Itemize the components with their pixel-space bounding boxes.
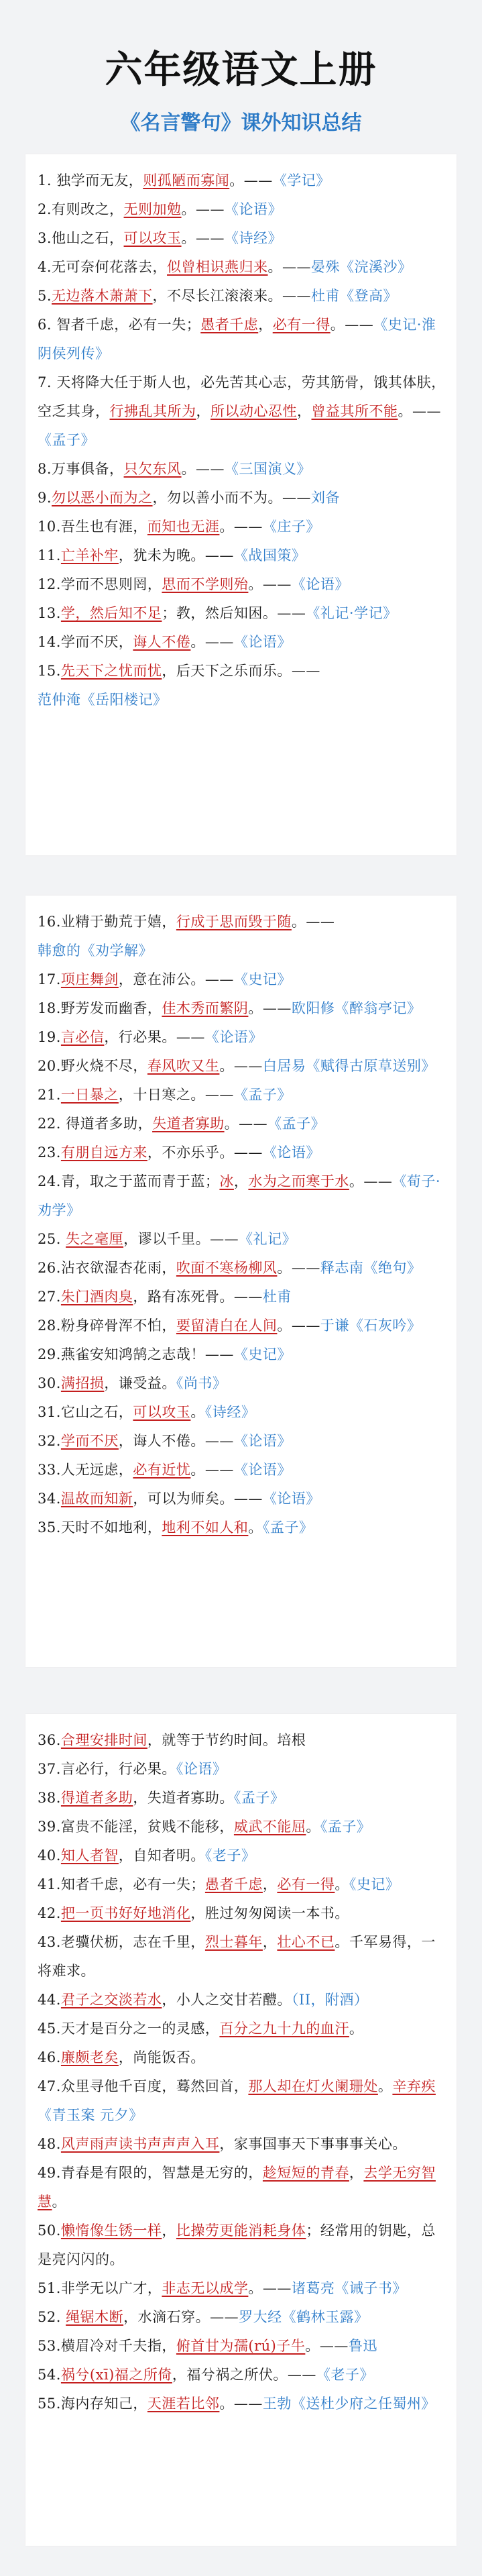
quote-highlight: 必有近忧 (133, 1462, 191, 1478)
quote-text: 。—— (248, 576, 292, 592)
quote-source: 《论语》 (176, 1761, 227, 1777)
quote-item (38, 1311, 447, 1340)
quote-item (38, 570, 447, 599)
quote-text: 16.业精于勤荒于嬉， (38, 914, 176, 930)
quote-highlight: 失之毫厘 (66, 1231, 124, 1247)
quote-text: 49.青春是有限的，智慧是无穷的， (38, 2165, 263, 2181)
quote-highlight: 合理安排时间 (60, 1732, 147, 1748)
quote-text: 54. (38, 2367, 61, 2383)
quote-text: ，就等于节约时间。培根 (147, 1732, 306, 1748)
quote-source: 《论语》 (233, 1433, 292, 1449)
quote-source: 杜甫 (262, 1289, 292, 1305)
quote-text: 26.沾衣欲湿杏花雨， (38, 1260, 176, 1276)
quote-highlight: 愚者千虑 (204, 1876, 263, 1892)
quote-highlight: 言必信 (60, 1029, 105, 1045)
quote-source: 《论语》 (225, 201, 283, 217)
quote-highlight: 先天下之忧而忧 (60, 663, 162, 679)
quote-highlight: 朱门酒肉臭 (60, 1289, 133, 1305)
quote-text: 50. (38, 2222, 61, 2239)
quote-source: 《论语》 (233, 1462, 292, 1478)
quote-text: ，谬以千里。—— (123, 1231, 239, 1247)
quote-item (38, 1340, 447, 1369)
quote-highlight: 君子之交淡若水 (60, 1992, 162, 2008)
quote-highlight: 诲人不倦 (133, 634, 191, 650)
quote-text: ，后天下之乐而乐。—— (162, 663, 320, 679)
quote-text: 32. (38, 1433, 61, 1449)
quote-item (38, 1254, 447, 1283)
quote-item (38, 2361, 447, 2390)
quote-item (38, 1138, 447, 1167)
quote-text: ， (297, 403, 312, 419)
quote-highlight: 风声雨声读书声声声入耳 (60, 2136, 220, 2152)
quote-source: 杜甫《登高》 (311, 288, 398, 304)
quote-item (38, 2015, 447, 2043)
quote-source: 《史记·淮阴侯列传》 (38, 317, 436, 362)
quote-text: 17. (38, 971, 61, 987)
quote-highlight: 似曾相识燕归来 (167, 259, 268, 275)
quote-text: 2.有则改之， (38, 201, 124, 217)
quote-highlight: 而知也无涯 (147, 519, 220, 535)
quote-card-1 (25, 154, 457, 855)
quote-source: 《论语》 (291, 576, 349, 592)
quote-source: 白居易《赋得古原草送别》 (262, 1058, 436, 1074)
quote-text: 4.无可奈何花落去， (38, 259, 168, 275)
quote-source: 《礼记》 (239, 1231, 297, 1247)
quote-item (38, 455, 447, 484)
quote-source: 《礼记·学记》 (306, 605, 398, 621)
quote-text: 41.知者千虑，必有一失； (38, 1876, 205, 1892)
quote-item (38, 2216, 447, 2274)
quote-highlight: 佳木秀而繁阴 (162, 1000, 249, 1016)
quote-highlight: 学，然后知不足 (60, 605, 162, 621)
quote-highlight: 烈士暮年 (204, 1934, 263, 1950)
quote-highlight: 水为之而寒于水 (248, 1173, 349, 1189)
quote-text: 53.横眉冷对千夫指， (38, 2338, 176, 2354)
quote-text: 。千军易得，一将难求。 (38, 1934, 436, 1979)
quote-text: 42. (38, 1905, 61, 1921)
quote-highlight: 要留清白在人间 (176, 1318, 278, 1334)
quote-item (38, 1167, 447, 1225)
quote-text: 。 (349, 2021, 364, 2037)
quote-highlight: 亡羊补牢 (60, 547, 119, 564)
quote-list (25, 896, 457, 1542)
quote-text: ， (349, 2165, 364, 2181)
quote-source: 诸葛亮《诫子书》 (291, 2280, 407, 2296)
quote-source: 《青玉案 元夕》 (38, 2107, 143, 2123)
quote-text: 39.富贵不能淫，贫贱不能移， (38, 1819, 234, 1835)
quote-source: 《论语》 (233, 634, 292, 650)
quote-source: 《孟子》 (262, 1519, 314, 1536)
quote-item (38, 1813, 447, 1841)
quote-highlight: 一日暴之 (60, 1087, 119, 1103)
quote-text: 。—— (248, 2280, 292, 2296)
quote-highlight: 曾益其所不能 (311, 403, 398, 419)
quote-text: 。—— (224, 1116, 268, 1132)
quote-highlight: 必有一得 (277, 1876, 335, 1892)
quote-item (38, 166, 447, 195)
quote-text: 27. (38, 1289, 61, 1305)
quote-highlight: 愚者千虑 (200, 317, 259, 333)
quote-source: 《老子》 (204, 1847, 256, 1864)
quote-item (38, 2159, 447, 2216)
quote-text: 。—— (181, 230, 225, 246)
page-title: 六年级语文上册 (105, 48, 377, 92)
quote-item (38, 2072, 447, 2130)
quote-text: ，家事国事天下事事事关心。 (219, 2136, 407, 2152)
quote-item (38, 2274, 447, 2303)
quote-text: 12.学而不思则罔， (38, 576, 162, 592)
quote-text: ，可以为师矣。—— (133, 1491, 263, 1507)
quote-highlight: 无则加勉 (123, 201, 182, 217)
quote-text: ，意在沛公。—— (118, 971, 234, 987)
quote-text: 。—— (219, 1058, 263, 1074)
quote-text: 22. 得道者多助， (38, 1116, 153, 1132)
quote-text: 。—— (190, 634, 234, 650)
quote-highlight: 只欠东风 (123, 461, 182, 477)
quote-highlight: 冰 (219, 1173, 234, 1189)
quote-item (38, 1456, 447, 1485)
quote-item (38, 484, 447, 513)
quote-text: ；经常用的钥匙，总是亮闪闪的。 (38, 2222, 436, 2267)
quote-text: 。—— (349, 1173, 393, 1189)
quote-source: 《论语》 (262, 1144, 320, 1161)
quote-item (38, 311, 447, 368)
quote-highlight: 勿以恶小而为之 (52, 490, 153, 506)
quote-text: 。 (335, 1876, 349, 1892)
quote-highlight: 行拂乱其所为 (109, 403, 196, 419)
quote-item (38, 1899, 447, 1928)
quote-list (25, 154, 457, 714)
quote-source: 刘备 (311, 490, 341, 506)
quote-text: 33.人无远虑， (38, 1462, 133, 1478)
quote-item (38, 2303, 447, 2332)
quote-item (38, 1052, 447, 1081)
quote-text: ，犹未为晚。—— (118, 547, 234, 564)
quote-text: 。—— (229, 172, 273, 189)
quote-text: 9. (38, 490, 52, 506)
quote-item (38, 253, 447, 282)
quote-text: 47.众里寻他千百度，蓦然回首， (38, 2078, 249, 2094)
quote-item (38, 195, 447, 224)
quote-text: 34. (38, 1491, 61, 1507)
quote-item (38, 994, 447, 1023)
quote-text: 23. (38, 1144, 61, 1161)
quote-text: 55.海内存知己， (38, 2396, 147, 2412)
quote-text: 。—— (181, 461, 225, 477)
quote-highlight: 辛弃疾 (392, 2078, 436, 2094)
quote-highlight: 趁短短的青春 (262, 2165, 349, 2181)
quote-item (38, 1928, 447, 1986)
quote-text: 19. (38, 1029, 61, 1045)
quote-highlight: 把一页书好好地消化 (60, 1905, 191, 1921)
quote-highlight: 比操劳更能消耗身体 (176, 2222, 306, 2239)
quote-source: 《学记》 (272, 172, 330, 189)
page-subtitle: 《名言警句》课外知识总结 (120, 111, 362, 135)
quote-item (38, 1081, 447, 1110)
quote-source: 《孟子》 (320, 1819, 371, 1835)
quote-text: 13. (38, 605, 61, 621)
quote-source: 《荀子·劝学》 (38, 1173, 441, 1218)
quote-item (38, 1225, 447, 1254)
quote-text: ，行必果。—— (104, 1029, 205, 1045)
quote-text: 。—— (291, 914, 335, 930)
quote-source: 《诗经》 (225, 230, 283, 246)
quote-item (38, 541, 447, 570)
quote-highlight: 吹面不寒杨柳风 (176, 1260, 278, 1276)
quote-highlight: 项庄舞剑 (60, 971, 119, 987)
quote-source: 《尚书》 (176, 1375, 227, 1391)
quote-highlight: 廉颇老矣 (60, 2049, 119, 2065)
quote-text: ， (233, 1173, 249, 1189)
quote-item (38, 657, 447, 714)
quote-text: 。 (306, 1819, 320, 1835)
quote-text: ，不尽长江滚滚来。—— (152, 288, 312, 304)
quote-text: ，失道者寡助。 (133, 1790, 234, 1806)
quote-text: 15. (38, 663, 61, 679)
quote-text: 14.学而不厌， (38, 634, 133, 650)
quote-text: 。—— (330, 317, 374, 333)
quote-text: 11. (38, 547, 61, 564)
quote-item (38, 1755, 447, 1784)
quote-highlight: 那人却在灯火阑珊处 (248, 2078, 378, 2094)
quote-source: 欧阳修《醉翁亭记》 (291, 1000, 422, 1016)
quote-text: ， (262, 1876, 278, 1892)
quote-item (38, 282, 447, 311)
quote-source: 于谦《石灰吟》 (320, 1318, 422, 1334)
quote-item (38, 2332, 447, 2361)
quote-source: 《孟子》 (267, 1116, 326, 1132)
quote-highlight: 知人者智 (60, 1847, 119, 1864)
quote-source: 《战国策》 (233, 547, 306, 564)
quote-source: 《老子》 (316, 2367, 374, 2383)
quote-highlight: 所以动心忍性 (210, 403, 297, 419)
quote-source: 《论语》 (204, 1029, 263, 1045)
quote-item (38, 1485, 447, 1513)
quote-source: 《史记》 (349, 1876, 400, 1892)
quote-card-2 (25, 896, 457, 1667)
quote-source: 《史记》 (233, 1346, 292, 1362)
quote-text: ，尚能饭否。 (118, 2049, 205, 2065)
quote-text: ， (162, 2222, 176, 2239)
quote-text: ， (258, 317, 273, 333)
quote-highlight: 非志无以成学 (162, 2280, 249, 2296)
quote-text: 1. 独学而无友， (38, 172, 143, 189)
quote-source: 《庄子》 (262, 519, 320, 535)
quote-list (25, 1714, 457, 2418)
quote-text: 。—— (181, 201, 225, 217)
quote-text: 。—— (398, 403, 441, 419)
quote-highlight: 思而不学则殆 (162, 576, 249, 592)
quote-highlight: 祸兮(xī)福之所倚 (60, 2367, 172, 2383)
quote-source: 鲁迅 (348, 2338, 377, 2354)
quote-text: ；教，然后知困。—— (162, 605, 306, 621)
quote-item (38, 513, 447, 541)
quote-text: ， (262, 1934, 278, 1950)
quote-text: 。 (190, 1404, 205, 1420)
page-header (0, 0, 482, 146)
quote-text: ，福兮祸之所伏。—— (172, 2367, 316, 2383)
quote-text: 36. (38, 1732, 61, 1748)
quote-item (38, 1986, 447, 2015)
quote-item (38, 2043, 447, 2072)
quote-item (38, 2390, 447, 2418)
quote-item (38, 1513, 447, 1542)
quote-text: 38. (38, 1790, 61, 1806)
quote-text: ，自知者明。 (118, 1847, 205, 1864)
quote-text: 20.野火烧不尽， (38, 1058, 147, 1074)
quote-source: 范仲淹《岳阳楼记》 (38, 692, 168, 708)
quote-item (38, 1726, 447, 1755)
quote-text: 21. (38, 1087, 61, 1103)
quote-text: 25. (38, 1231, 66, 1247)
quote-highlight: 懒惰像生锈一样 (60, 2222, 162, 2239)
quote-highlight: 温故而知新 (60, 1491, 133, 1507)
quote-text: 44. (38, 1992, 61, 2008)
quote-text: 35.天时不如地利， (38, 1519, 162, 1536)
quote-text: 。—— (305, 2338, 349, 2354)
quote-item (38, 1023, 447, 1052)
quote-highlight: 必有一得 (272, 317, 330, 333)
quote-text: 。—— (277, 1260, 320, 1276)
quote-text: ，谦受益。 (104, 1375, 176, 1391)
quote-text: 。—— (277, 1318, 320, 1334)
quote-highlight: 可以攻玉 (123, 230, 182, 246)
quote-highlight: 天涯若比邻 (147, 2396, 220, 2412)
quote-item (38, 224, 447, 253)
quote-item (38, 965, 447, 994)
quote-text: 。—— (190, 1462, 234, 1478)
quote-item (38, 1841, 447, 1870)
quote-highlight: 有朋自远方来 (60, 1144, 147, 1161)
quote-source: 罗大经《鹤林玉露》 (239, 2309, 369, 2325)
quote-text: 45.天才是百分之一的灵感， (38, 2021, 220, 2037)
quote-text: 43.老骥伏枥，志在千里， (38, 1934, 205, 1950)
quote-text: 24.青，取之于蓝而青于蓝； (38, 1173, 220, 1189)
quote-highlight: 无边落木萧萧下 (52, 288, 153, 304)
quote-highlight: 威武不能屈 (233, 1819, 306, 1835)
quote-card-3 (25, 1714, 457, 2546)
quote-highlight: 去学无穷智慧 (38, 2165, 436, 2210)
quote-source: 释志南《绝句》 (320, 1260, 422, 1276)
quote-item (38, 908, 447, 965)
quote-source: 《孟子》 (38, 432, 95, 448)
quote-source: 韩愈的《劝学解》 (38, 943, 153, 959)
quote-text: 。 (377, 2078, 393, 2094)
quote-text: 。 (248, 1519, 263, 1536)
quote-text: 。—— (219, 2396, 263, 2412)
quote-source: 王勃《送杜少府之任蜀州》 (262, 2396, 436, 2412)
quote-highlight: 可以攻玉 (133, 1404, 191, 1420)
quote-highlight: 绳锯木断 (66, 2309, 124, 2325)
quote-text: 5. (38, 288, 52, 304)
quote-text: 10.吾生也有涯， (38, 519, 147, 535)
quote-text: 37.言必行，行必果。 (38, 1761, 176, 1777)
quote-highlight: 满招损 (60, 1375, 105, 1391)
quote-highlight: 行成于思而毁于随 (176, 914, 292, 930)
quote-text: ，小人之交甘若醴。 (162, 1992, 292, 2008)
quote-highlight: 则孤陋而寡闻 (143, 172, 230, 189)
quote-text: 。—— (248, 1000, 292, 1016)
quote-highlight: 壮心不已 (277, 1934, 335, 1950)
quote-text: 46. (38, 2049, 61, 2065)
quote-item (38, 1369, 447, 1398)
quote-source: 《论语》 (262, 1491, 320, 1507)
quote-text: 29.燕雀安知鸿鹄之志哉！—— (38, 1346, 234, 1362)
quote-text: 40. (38, 1847, 61, 1864)
quote-text: 51.非学无以广才， (38, 2280, 162, 2296)
quote-highlight: 俯首甘为孺(rú)子牛 (176, 2338, 306, 2354)
quote-text: 28.粉身碎骨浑不怕， (38, 1318, 176, 1334)
quote-item (38, 1398, 447, 1427)
quote-text: ，路有冻死骨。—— (133, 1289, 263, 1305)
quote-text: ，勿以善小而不为。—— (152, 490, 312, 506)
quote-item (38, 368, 447, 455)
quote-text: 8.万事俱备， (38, 461, 124, 477)
quote-highlight: 春风吹又生 (147, 1058, 220, 1074)
quote-item (38, 1283, 447, 1311)
quote-highlight: 地利不如人和 (162, 1519, 249, 1536)
quote-text: 3.他山之石， (38, 230, 124, 246)
quote-source: 《孟子》 (233, 1087, 292, 1103)
quote-highlight: 得道者多助 (60, 1790, 133, 1806)
quote-text: 18.野芳发而幽香， (38, 1000, 162, 1016)
quote-item (38, 1784, 447, 1813)
quote-text: 。 (52, 2194, 66, 2210)
quote-text: ，水滴石穿。—— (123, 2309, 239, 2325)
quote-item (38, 1110, 447, 1138)
quote-item (38, 1427, 447, 1456)
quote-text: 48. (38, 2136, 61, 2152)
quote-text: ，胜过匆匆阅读一本书。 (190, 1905, 349, 1921)
quote-highlight: 学而不厌 (60, 1433, 119, 1449)
quote-text: ， (196, 403, 210, 419)
quote-highlight: 失道者寡助 (152, 1116, 225, 1132)
quote-item (38, 599, 447, 628)
quote-item (38, 1870, 447, 1899)
quote-source: 晏殊《浣溪沙》 (311, 259, 412, 275)
quote-item (38, 2130, 447, 2159)
quote-text: ，不亦乐乎。—— (147, 1144, 263, 1161)
quote-text: 52. (38, 2309, 66, 2325)
quote-item (38, 628, 447, 657)
quote-source: 《三国演义》 (225, 461, 312, 477)
quote-source: 《史记》 (233, 971, 292, 987)
quote-text: 31.它山之石， (38, 1404, 133, 1420)
quote-source: （II，附酒） (291, 1992, 369, 2008)
quote-text: 30. (38, 1375, 61, 1391)
quote-text: 。—— (219, 519, 263, 535)
quote-text: ，诲人不倦。—— (118, 1433, 234, 1449)
quote-source: 《诗经》 (204, 1404, 256, 1420)
quote-text: 6. 智者千虑，必有一失； (38, 317, 201, 333)
quote-source: 《孟子》 (233, 1790, 285, 1806)
quote-highlight: 百分之九十九的血汗 (219, 2021, 349, 2037)
quote-text: 7. 天将降大任于斯人也，必先苦其心志，劳其筋骨，饿其体肤，空乏其身， (38, 374, 446, 419)
quote-text: ，十日寒之。—— (118, 1087, 234, 1103)
quote-text: 。—— (267, 259, 312, 275)
